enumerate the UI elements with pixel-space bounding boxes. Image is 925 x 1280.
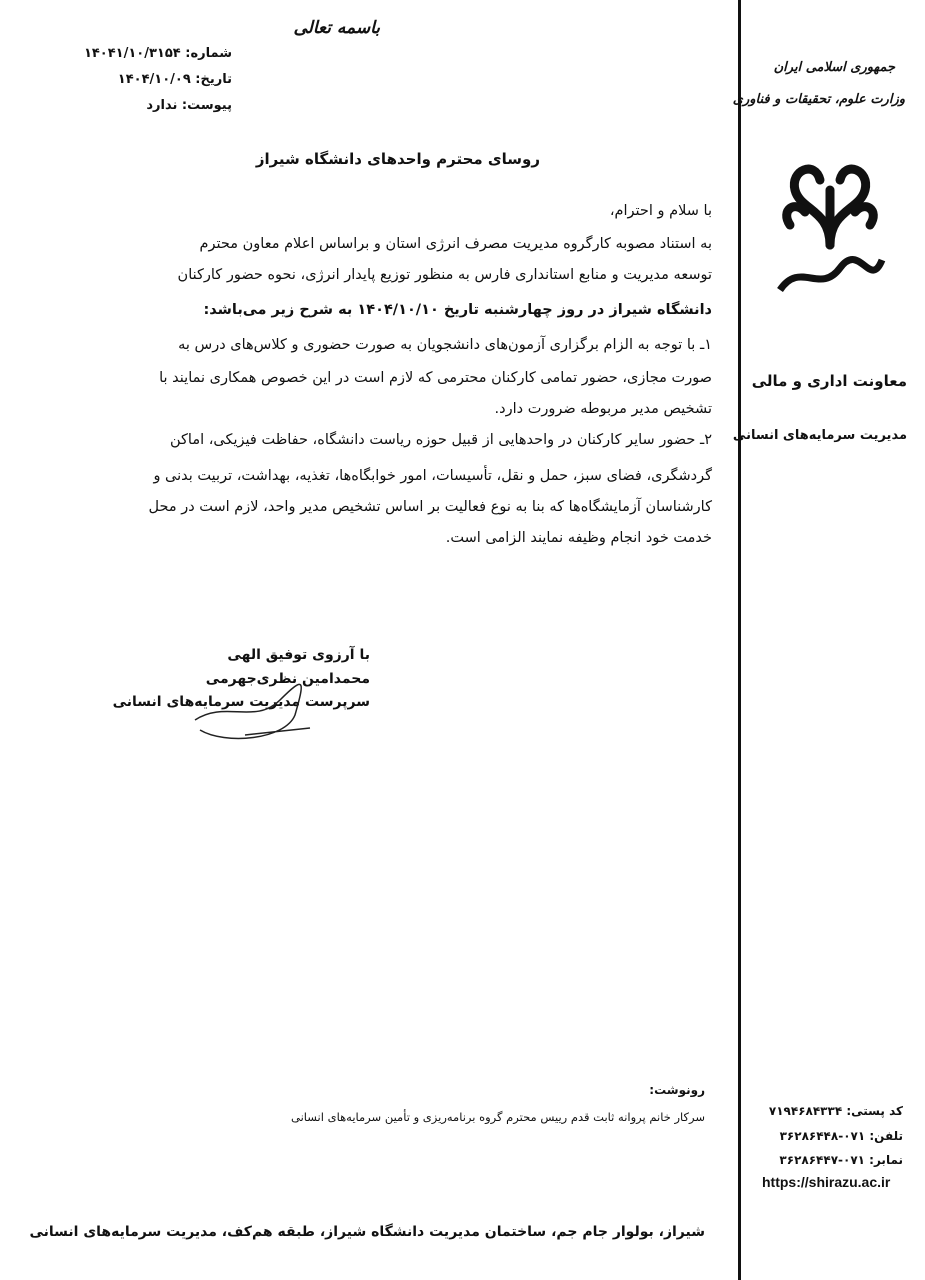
body-line: گردشگری، فضای سبز، حمل و نقل، تأسیسات، امور خوابگاه‌ها، تغذیه، بهداشت، تربیت بدنی و bbox=[153, 468, 712, 484]
phone bbox=[780, 1129, 903, 1143]
body-line: صورت مجازی، حضور تمامی کارکنان محترمی که لازم است در این خصوص همکاری نمایند با bbox=[159, 370, 712, 386]
fax-value: ۰۷۱-۳۶۲۸۶۴۴۷ bbox=[779, 1153, 865, 1167]
letter-date bbox=[118, 72, 232, 87]
website-link[interactable]: https://shirazu.ac.ir bbox=[762, 1174, 891, 1190]
letter-attachment bbox=[146, 98, 232, 113]
deputy-title: معاونت اداری و مالی bbox=[751, 372, 907, 390]
department-title: مدیریت سرمایه‌های انسانی bbox=[732, 428, 907, 443]
cc-label: رونوشت: bbox=[649, 1083, 705, 1097]
body-line: ۲ـ حضور سایر کارکنان در واحدهایی از قبیل حوزه ریاست دانشگاه، حفاظت فیزیکی، اماکن bbox=[169, 432, 712, 448]
number-value: ۱۴۰۴۱/۱۰/۳۱۵۴ bbox=[83, 46, 181, 61]
cc-text: سرکار خانم پروانه ثابت قدم رییس محترم گروه برنامه‌ریزی و تأمین سرمایه‌های انسانی bbox=[290, 1110, 705, 1124]
body-line: ۱ـ با توجه به الزام برگزاری آزمون‌های دانشجویان به صورت حضوری و کلاس‌های درس به bbox=[178, 337, 712, 353]
attachment-value: ندارد bbox=[146, 98, 178, 113]
postal-label: کد پستی: bbox=[846, 1104, 903, 1118]
date-label: تاریخ: bbox=[195, 72, 232, 87]
greeting: با سلام و احترام، bbox=[609, 203, 712, 219]
date-value: ۱۴۰۴/۱۰/۰۹ bbox=[117, 72, 191, 87]
fax-label: نمابر: bbox=[869, 1153, 903, 1167]
signature-closing: با آرزوی توفیق الهی bbox=[227, 647, 370, 663]
body-line: تشخیص مدیر مربوطه ضرورت دارد. bbox=[494, 401, 712, 417]
body-line: به استناد مصوبه کارگروه مدیریت مصرف انرژی استان و براساس اعلام معاون محترم bbox=[199, 236, 712, 252]
recipient: روسای محترم واحدهای دانشگاه شیراز bbox=[255, 150, 540, 168]
postal-code bbox=[769, 1104, 903, 1118]
postal-value: ۷۱۹۴۶۸۴۳۳۴ bbox=[768, 1104, 843, 1118]
address: شیراز، بولوار جام جم، ساختمان مدیریت دانشگاه شیراز، طبقه هم‌کف، مدیریت سرمایه‌های انسانی bbox=[29, 1224, 705, 1240]
attachment-label: پیوست: bbox=[181, 98, 232, 113]
invocation: باسمه تعالی bbox=[293, 18, 380, 38]
signatory-name: محمدامین نظری‌جهرمی bbox=[205, 671, 370, 687]
number-label: شماره: bbox=[185, 46, 232, 61]
signatory-title: سرپرست مدیریت سرمایه‌های انسانی bbox=[112, 694, 370, 710]
body-line: دانشگاه شیراز در روز چهارشنبه تاریخ ۱۴۰۴/۱۰/۱۰ به شرح زیر می‌باشد: bbox=[203, 302, 712, 318]
body-line: کارشناسان آزمایشگاه‌ها که بنا به نوع فعالیت بر اساس تشخیص مدیر واحد، لازم است در محل bbox=[148, 499, 712, 515]
column-divider bbox=[738, 0, 741, 1280]
body-line: توسعه مدیریت و منابع استانداری فارس به منظور توزیع پایدار انرژی، نحوه حضور کارکنان bbox=[177, 267, 712, 283]
phone-value: ۰۷۱-۳۶۲۸۶۴۴۸ bbox=[779, 1129, 866, 1143]
fax bbox=[779, 1153, 903, 1167]
republic-title: جمهوری اسلامی ایران bbox=[773, 60, 895, 75]
ministry-title: وزارت علوم، تحقیقات و فناوری bbox=[732, 92, 905, 107]
university-logo bbox=[770, 150, 890, 300]
phone-label: تلفن: bbox=[869, 1129, 903, 1143]
body-line: خدمت خود انجام وظیفه نمایند الزامی است. bbox=[445, 530, 712, 546]
letter-number bbox=[84, 46, 232, 61]
handwritten-signature bbox=[185, 660, 315, 750]
